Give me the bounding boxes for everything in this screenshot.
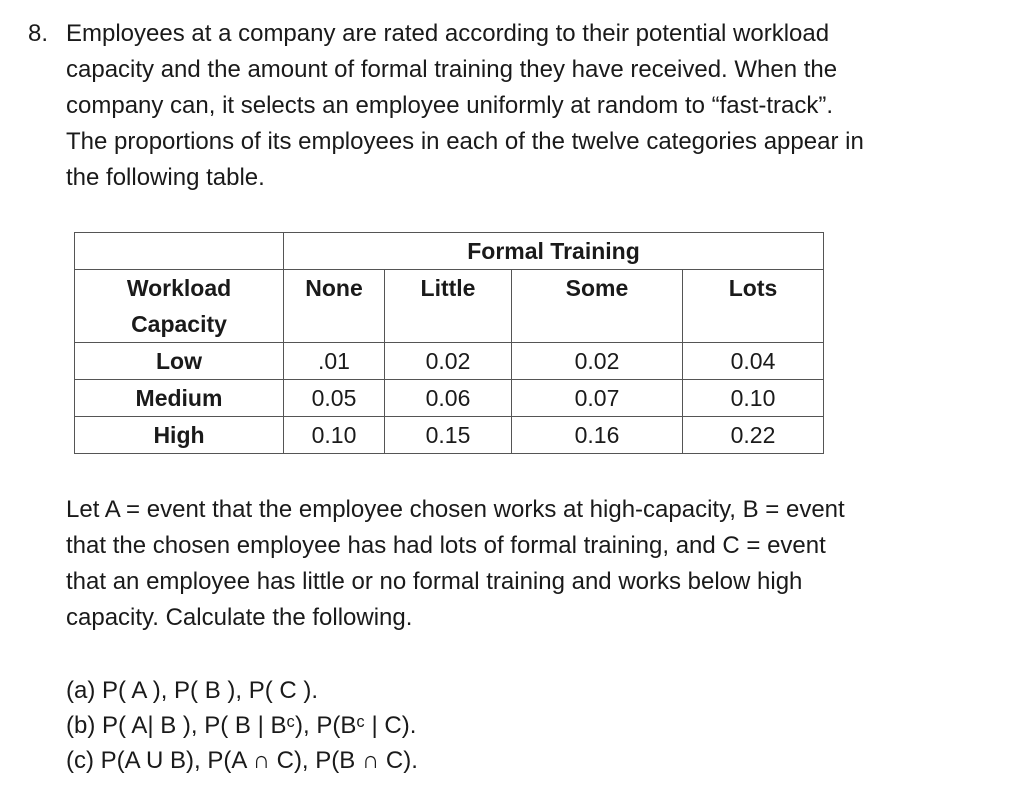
column-header-some: Some bbox=[512, 270, 683, 343]
table-cell: 0.02 bbox=[512, 343, 683, 380]
table-cell: 0.22 bbox=[683, 417, 824, 454]
events-definition bbox=[66, 492, 986, 636]
problem-statement bbox=[28, 16, 988, 196]
row-label-low: Low bbox=[75, 343, 284, 380]
table-cell: 0.07 bbox=[512, 380, 683, 417]
intro-line: the following table. bbox=[66, 164, 265, 191]
proportions-table bbox=[74, 232, 824, 454]
intro-line: company can, it selects an employee uniformly at random to “fast-track”. bbox=[66, 92, 833, 119]
capacity-header-line: Capacity bbox=[131, 311, 227, 337]
table-cell: 0.10 bbox=[284, 417, 385, 454]
problem-number: 8. bbox=[28, 20, 49, 47]
workload-header-line: Workload bbox=[126, 275, 232, 301]
table-cell: 0.16 bbox=[512, 417, 683, 454]
table-cell: .01 bbox=[284, 343, 385, 380]
intro-line: The proportions of its employees in each of the twelve categories appear in bbox=[66, 128, 864, 155]
events-line: Let A = event that the employee chosen works at high-capacity, B = event bbox=[66, 496, 845, 523]
question-parts bbox=[66, 673, 418, 778]
intro-line: Employees at a company are rated according to their potential workload bbox=[66, 20, 830, 47]
table-row bbox=[75, 417, 824, 454]
table-cell: 0.15 bbox=[385, 417, 512, 454]
table-cell: 0.10 bbox=[683, 380, 824, 417]
table-corner-cell bbox=[75, 233, 284, 270]
problem-intro bbox=[66, 16, 988, 196]
table-cell: 0.04 bbox=[683, 343, 824, 380]
events-line: capacity. Calculate the following. bbox=[66, 604, 413, 631]
table-cell: 0.06 bbox=[385, 380, 512, 417]
workload-capacity-header bbox=[75, 270, 284, 343]
table-row bbox=[75, 343, 824, 380]
table-cell: 0.02 bbox=[385, 343, 512, 380]
part-a: (a) P( A ), P( B ), P( C ). bbox=[66, 677, 319, 704]
column-header-little: Little bbox=[385, 270, 512, 343]
events-line: that the chosen employee has had lots of formal training, and C = event bbox=[66, 532, 826, 559]
row-label-high: High bbox=[75, 417, 284, 454]
formal-training-header: Formal Training bbox=[284, 233, 824, 270]
part-b: (b) P( A| B ), P( B | Bᶜ), P(Bᶜ | C). bbox=[66, 712, 417, 739]
events-line: that an employee has little or no formal training and works below high bbox=[66, 568, 803, 595]
table-row bbox=[75, 380, 824, 417]
column-header-lots: Lots bbox=[683, 270, 824, 343]
table-group-header-row bbox=[75, 233, 824, 270]
row-label-medium: Medium bbox=[75, 380, 284, 417]
column-header-none: None bbox=[284, 270, 385, 343]
part-c: (c) P(A U B), P(A ∩ C), P(B ∩ C). bbox=[66, 747, 418, 774]
table-cell: 0.05 bbox=[284, 380, 385, 417]
intro-line: capacity and the amount of formal training they have received. When the bbox=[66, 56, 838, 83]
